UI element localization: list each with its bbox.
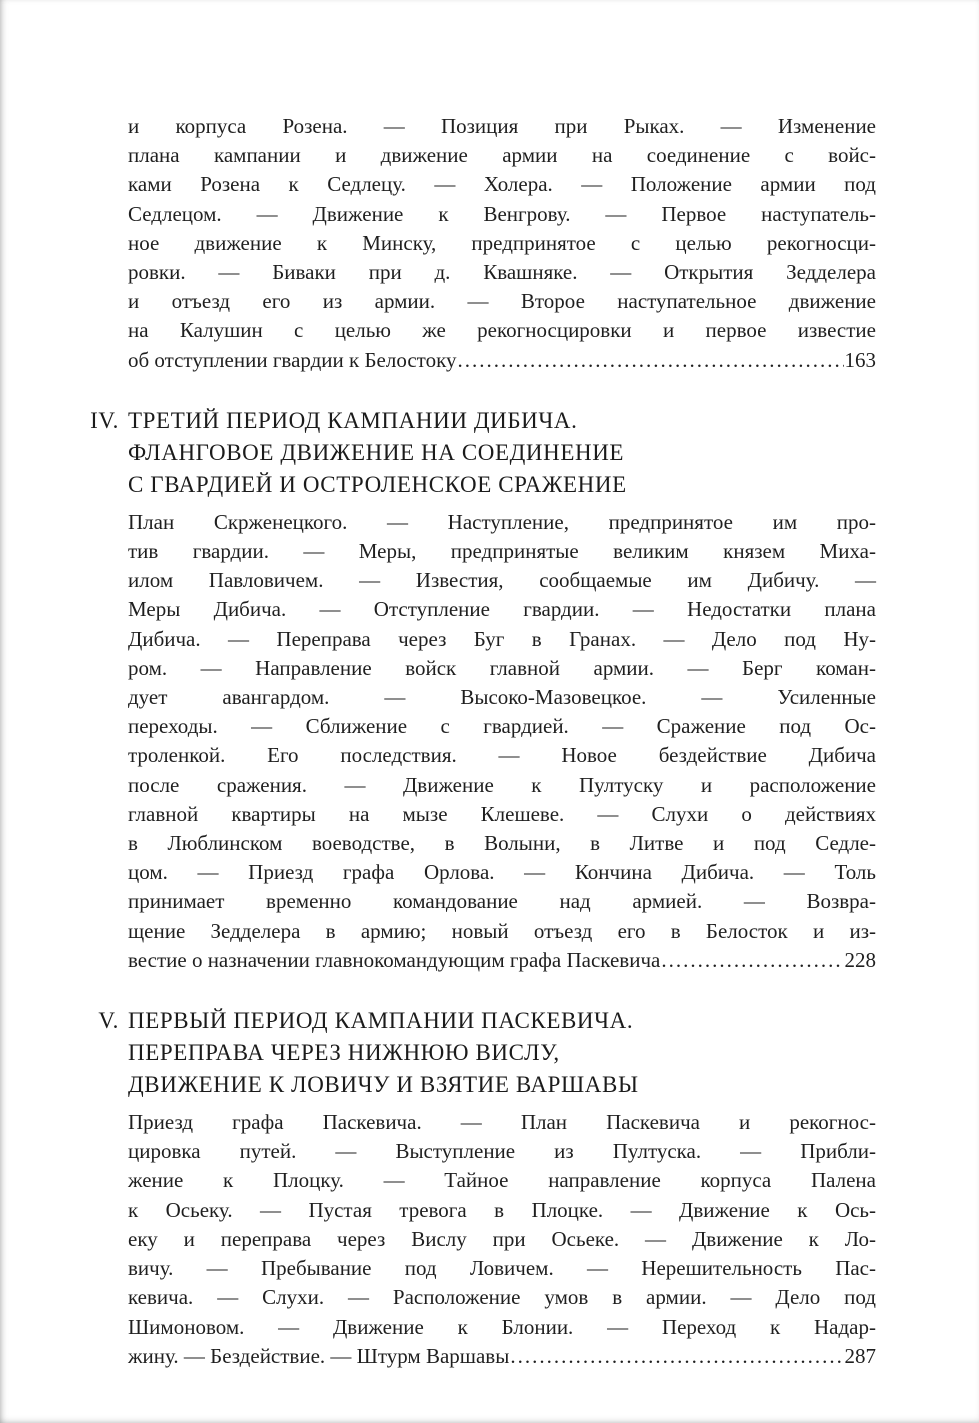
toc-entry-body (128, 112, 876, 375)
toc-line: и отъезд его из армии. — Второе наступательное движение (128, 289, 876, 314)
section-numeral: V. (98, 1008, 119, 1034)
toc-line: в Люблинском воеводстве, в Волыни, в Литве и под Седле- (128, 831, 876, 856)
toc-line: еку и переправа через Вислу при Осьеке. — Движение к Ло- (128, 1226, 876, 1251)
toc-line: ровки. — Биваки при д. Квашняке. — Открытия Зедделера (128, 260, 876, 285)
section-title-line: ПЕРВЫЙ ПЕРИОД КАМПАНИИ ПАСКЕВИЧА. (128, 1008, 634, 1034)
section-title-line: ФЛАНГОВОЕ ДВИЖЕНИЕ НА СОЕДИНЕНИЕ (128, 439, 625, 465)
section-heading (98, 1005, 876, 1101)
toc-entry-body (128, 1108, 876, 1371)
dot-leader (661, 946, 843, 975)
toc-line: переходы. — Сближение с гвардией. — Сражение под Ос- (128, 714, 876, 739)
toc-line: жину. — Бездействие. — Штурм Варшавы (128, 1343, 510, 1368)
toc-line: Приезд графа Паскевича. — План Паскевича и рекогнос- (128, 1110, 876, 1135)
toc-line: цировка путей. — Выступление из Пултуска. — Прибли- (128, 1139, 876, 1164)
dot-leader (510, 1342, 843, 1371)
page-number: 287 (844, 1343, 876, 1368)
toc-line: кевича. — Слухи. — Расположение умов в армии. — Дело под (128, 1285, 876, 1310)
toc-line: вестие о назначении главнокомандующим графа Паскевича (128, 947, 661, 972)
toc-last-line (128, 346, 876, 375)
section-title-line: С ГВАРДИЕЙ И ОСТРОЛЕНСКОЕ СРАЖЕНИЕ (128, 471, 627, 497)
toc-last-line (128, 946, 876, 975)
page-number: 163 (844, 347, 876, 372)
section-title-line: ПЕРЕПРАВА ЧЕРЕЗ НИЖНЮЮ ВИСЛУ, (128, 1040, 560, 1066)
toc-entry-section-5 (98, 1005, 876, 1371)
toc-line: План Скрженецкого. — Наступление, предпринятое им про- (128, 509, 876, 534)
toc-entry-body (128, 508, 876, 975)
toc-line: на Калушин с целью же рекогносцировки и первое известие (128, 318, 876, 343)
toc-line: цом. — Приезд графа Орлова. — Кончина Дибича. — Толь (128, 860, 876, 885)
toc-line: щение Зедделера в армию; новый отъезд его в Белосток и из- (128, 918, 876, 943)
toc-line: главной квартиры на мызе Клешеве. — Слухи о действиях (128, 801, 876, 826)
toc-line: жение к Плоцку. — Тайное направление корпуса Палена (128, 1168, 876, 1193)
section-title-line: ДВИЖЕНИЕ К ЛОВИЧУ И ВЗЯТИЕ ВАРШАВЫ (128, 1072, 639, 1098)
toc-line: троленкой. Его последствия. — Новое бездействие Дибича (128, 743, 876, 768)
toc-line: илом Павловичем. — Известия, сообщаемые им Дибичу. — (128, 568, 876, 593)
toc-line: плана кампании и движение армии на соединение с войс- (128, 143, 876, 168)
toc-line: вичу. — Пребывание под Ловичем. — Нерешительность Пас- (128, 1256, 876, 1281)
toc-line: Шимоновом. — Движение к Блонии. — Переход к Надар- (128, 1314, 876, 1339)
toc-line: ром. — Направление войск главной армии. — Берг коман- (128, 655, 876, 680)
toc-entry-section-4 (90, 405, 876, 975)
toc-line: Меры Дибича. — Отступление гвардии. — Недостатки плана (128, 597, 876, 622)
section-title-line: ТРЕТИЙ ПЕРИОД КАМПАНИИ ДИБИЧА. (128, 407, 578, 433)
toc-line: ное движение к Минску, предпринятое с целью рекогносци- (128, 230, 876, 255)
dot-leader (457, 346, 843, 375)
toc-line: к Осьеку. — Пустая тревога в Плоцке. — Движение к Ось- (128, 1197, 876, 1222)
toc-entry-continuation (128, 112, 876, 375)
toc-line: об отступлении гвардии к Белостоку (128, 347, 457, 372)
toc-line: принимает временно командование над армией. — Возвра- (128, 889, 876, 914)
toc-last-line (128, 1342, 876, 1371)
section-heading (90, 405, 876, 501)
toc-line: после сражения. — Движение к Пултуску и расположение (128, 772, 876, 797)
page-number: 228 (844, 947, 876, 972)
section-numeral: IV. (90, 407, 119, 433)
toc-line: Дибича. — Переправа через Буг в Гранах. — Дело под Ну- (128, 626, 876, 651)
toc-line: дует авангардом. — Высоко-Мазовецкое. — Усиленные (128, 685, 876, 710)
toc-line: ками Розена к Седлецу. — Холера. — Положение армии под (128, 172, 876, 197)
toc-line: тив гвардии. — Меры, предпринятые великим князем Миха- (128, 539, 876, 564)
toc-line: Седлецом. — Движение к Венгрову. — Первое наступатель- (128, 201, 876, 226)
toc-line: и корпуса Розена. — Позиция при Рыках. — Изменение (128, 114, 876, 138)
